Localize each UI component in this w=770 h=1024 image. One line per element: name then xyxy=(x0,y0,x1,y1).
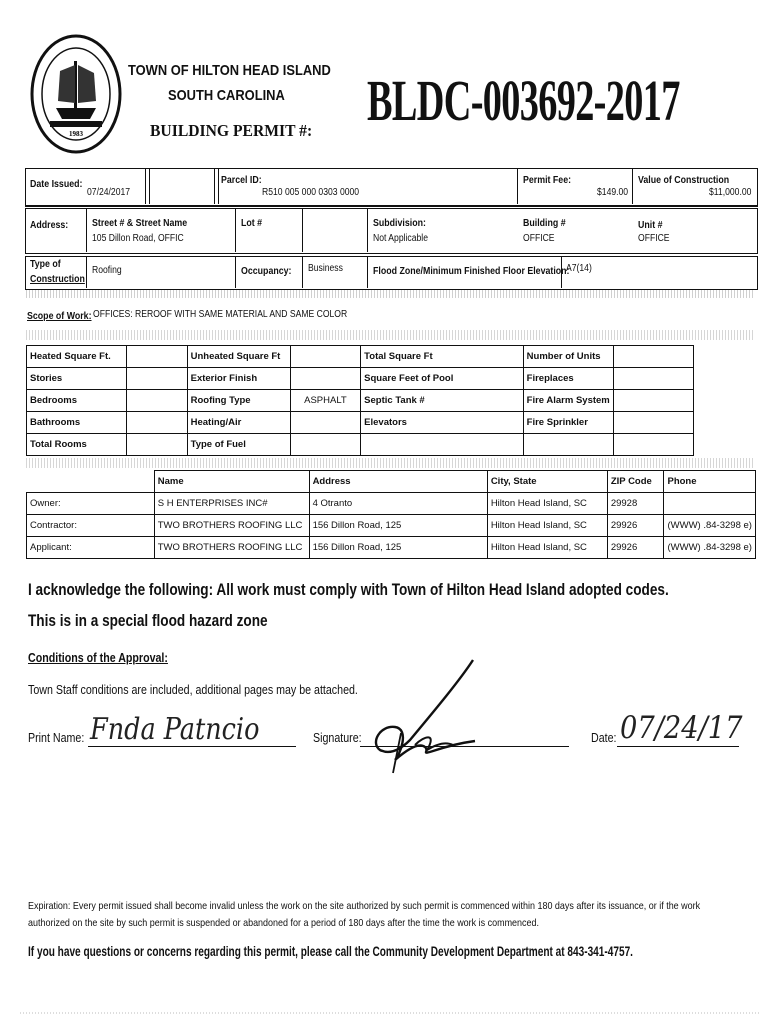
party-cell: S H ENTERPRISES INC# xyxy=(154,493,309,515)
details-value xyxy=(613,346,693,368)
details-row xyxy=(27,346,756,368)
party-row xyxy=(27,537,756,559)
date-issued-value: 07/24/2017 xyxy=(87,187,131,198)
details-value: ASPHALT xyxy=(290,390,361,412)
permit-fee-value: $149.00 xyxy=(597,187,629,198)
noise-band xyxy=(26,290,755,298)
details-label: Unheated Square Ft xyxy=(187,346,290,368)
parties-header-cell xyxy=(27,471,155,493)
state-name: SOUTH CAROLINA xyxy=(168,87,285,104)
permit-number: BLDC-003692-2017 xyxy=(367,68,680,133)
party-cell: 156 Dillon Road, 125 xyxy=(309,537,487,559)
details-label xyxy=(523,434,613,456)
noise-band xyxy=(26,458,755,468)
details-value xyxy=(127,390,187,412)
party-row xyxy=(27,515,756,537)
lot-label: Lot # xyxy=(241,217,263,229)
construction-value: $11,000.00 xyxy=(709,187,752,198)
subdivision-label: Subdivision: xyxy=(373,217,426,229)
party-cell: 29928 xyxy=(607,493,664,515)
unit-label: Unit # xyxy=(638,219,663,231)
conditions-label: Conditions of the Approval: xyxy=(28,650,168,665)
parties-header-cell: Name xyxy=(154,471,309,493)
details-label: Bedrooms xyxy=(27,390,127,412)
details-label: Elevators xyxy=(361,412,524,434)
scope-value: OFFICES: REROOF WITH SAME MATERIAL AND SAME COLOR xyxy=(93,309,348,320)
party-cell: 4 Otranto xyxy=(309,493,487,515)
details-label: Total Rooms xyxy=(27,434,127,456)
details-label: Square Feet of Pool xyxy=(361,368,524,390)
street-label: Street # & Street Name xyxy=(92,217,188,229)
building-label: Building # xyxy=(523,217,566,229)
date-line xyxy=(617,746,739,747)
flood-zone-label: Flood Zone/Minimum Finished Floor Elevation: xyxy=(373,265,570,277)
details-row xyxy=(27,368,756,390)
date-issued-label: Date Issued: xyxy=(30,178,83,190)
details-label: Total Square Ft xyxy=(361,346,524,368)
details-value xyxy=(127,368,187,390)
type-value: Roofing xyxy=(92,265,122,276)
details-value xyxy=(613,412,693,434)
construction-value-label: Value of Construction xyxy=(638,174,730,186)
print-name-label: Print Name: xyxy=(28,730,85,745)
details-value xyxy=(613,390,693,412)
party-cell xyxy=(664,493,756,515)
signature-label: Signature: xyxy=(313,730,362,745)
details-label xyxy=(361,434,524,456)
conditions-text: Town Staff conditions are included, additional pages may be attached. xyxy=(28,682,358,697)
contact-text: If you have questions or concerns regarding this permit, please call the Community Development Department at 843-341-4757. xyxy=(28,943,633,959)
permit-fee-label: Permit Fee: xyxy=(523,174,572,186)
parties-header-cell: Address xyxy=(309,471,487,493)
details-row xyxy=(27,434,756,456)
parties-header-row xyxy=(27,471,756,493)
details-label: Bathrooms xyxy=(27,412,127,434)
details-label: Type of Fuel xyxy=(187,434,290,456)
details-label: Exterior Finish xyxy=(187,368,290,390)
details-value xyxy=(613,368,693,390)
party-cell: 29926 xyxy=(607,537,664,559)
address-label: Address: xyxy=(30,219,69,231)
noise-band xyxy=(26,330,755,340)
details-label: Stories xyxy=(27,368,127,390)
occupancy-value: Business xyxy=(308,263,343,274)
party-cell: (WWW) .84-3298 e) xyxy=(664,515,756,537)
parcel-value: R510 005 000 0303 0000 xyxy=(262,187,360,198)
print-name-value: Fnda Patncio xyxy=(90,712,260,747)
signature-mark xyxy=(365,655,485,785)
party-cell: Hilton Head Island, SC xyxy=(487,515,607,537)
party-cell: 156 Dillon Road, 125 xyxy=(309,515,487,537)
details-label: Fire Sprinkler xyxy=(523,412,613,434)
noise-band xyxy=(20,1012,760,1014)
parties-header-cell: Phone xyxy=(664,471,756,493)
occupancy-label: Occupancy: xyxy=(241,265,292,277)
details-value xyxy=(290,412,361,434)
details-value xyxy=(290,368,361,390)
party-cell: Hilton Head Island, SC xyxy=(487,537,607,559)
details-row xyxy=(27,412,756,434)
scope-label: Scope of Work: xyxy=(27,310,92,322)
parcel-label: Parcel ID: xyxy=(221,174,262,186)
party-cell: TWO BROTHERS ROOFING LLC xyxy=(154,537,309,559)
party-cell: Hilton Head Island, SC xyxy=(487,493,607,515)
details-label: Fireplaces xyxy=(523,368,613,390)
acknowledgement: I acknowledge the following: All work must comply with Town of Hilton Head Island adopted codes. xyxy=(28,580,669,599)
party-cell: Contractor: xyxy=(27,515,155,537)
details-value xyxy=(290,434,361,456)
parties-header-cell: City, State xyxy=(487,471,607,493)
details-label: Septic Tank # xyxy=(361,390,524,412)
details-label: Heated Square Ft. xyxy=(27,346,127,368)
expiration-text: Expiration: Every permit issued shall become invalid unless the work on the site authorized by such permit is commenced within 180 days after its issuance, or if the work authorized on the site by such permit is suspended or abandoned for a period of 180 days after the time the work is commenced. xyxy=(28,900,701,929)
party-cell: 29926 xyxy=(607,515,664,537)
details-label: Number of Units xyxy=(523,346,613,368)
details-value xyxy=(127,346,187,368)
parties-table xyxy=(26,470,756,559)
details-label: Fire Alarm System xyxy=(523,390,613,412)
date-value: 07/24/17 xyxy=(620,710,743,746)
row-address xyxy=(25,208,758,254)
details-value xyxy=(290,346,361,368)
town-name: TOWN OF HILTON HEAD ISLAND xyxy=(128,62,331,79)
permit-label: BUILDING PERMIT #: xyxy=(150,121,313,140)
unit-value: OFFICE xyxy=(638,233,670,244)
details-row xyxy=(27,390,756,412)
details-value xyxy=(613,434,693,456)
type-label-1: Type of xyxy=(30,258,61,270)
party-row xyxy=(27,493,756,515)
party-cell: TWO BROTHERS ROOFING LLC xyxy=(154,515,309,537)
details-label: Heating/Air xyxy=(187,412,290,434)
details-label: Roofing Type xyxy=(187,390,290,412)
town-seal xyxy=(30,33,122,155)
flood-zone-value: A7(14) xyxy=(566,263,592,274)
party-cell: Applicant: xyxy=(27,537,155,559)
party-cell: (WWW) .84-3298 e) xyxy=(664,537,756,559)
date-label: Date: xyxy=(591,730,617,745)
party-cell: Owner: xyxy=(27,493,155,515)
parties-header-cell: ZIP Code xyxy=(607,471,664,493)
building-value: OFFICE xyxy=(523,233,555,244)
street-value: 105 Dillon Road, OFFIC xyxy=(92,233,184,244)
details-table xyxy=(26,345,756,456)
flood-hazard-notice: This is in a special flood hazard zone xyxy=(28,611,268,630)
details-value xyxy=(127,412,187,434)
details-value xyxy=(127,434,187,456)
subdivision-value: Not Applicable xyxy=(373,233,428,244)
type-label-2: Construction xyxy=(30,273,85,285)
svg-text:1983: 1983 xyxy=(69,130,83,138)
